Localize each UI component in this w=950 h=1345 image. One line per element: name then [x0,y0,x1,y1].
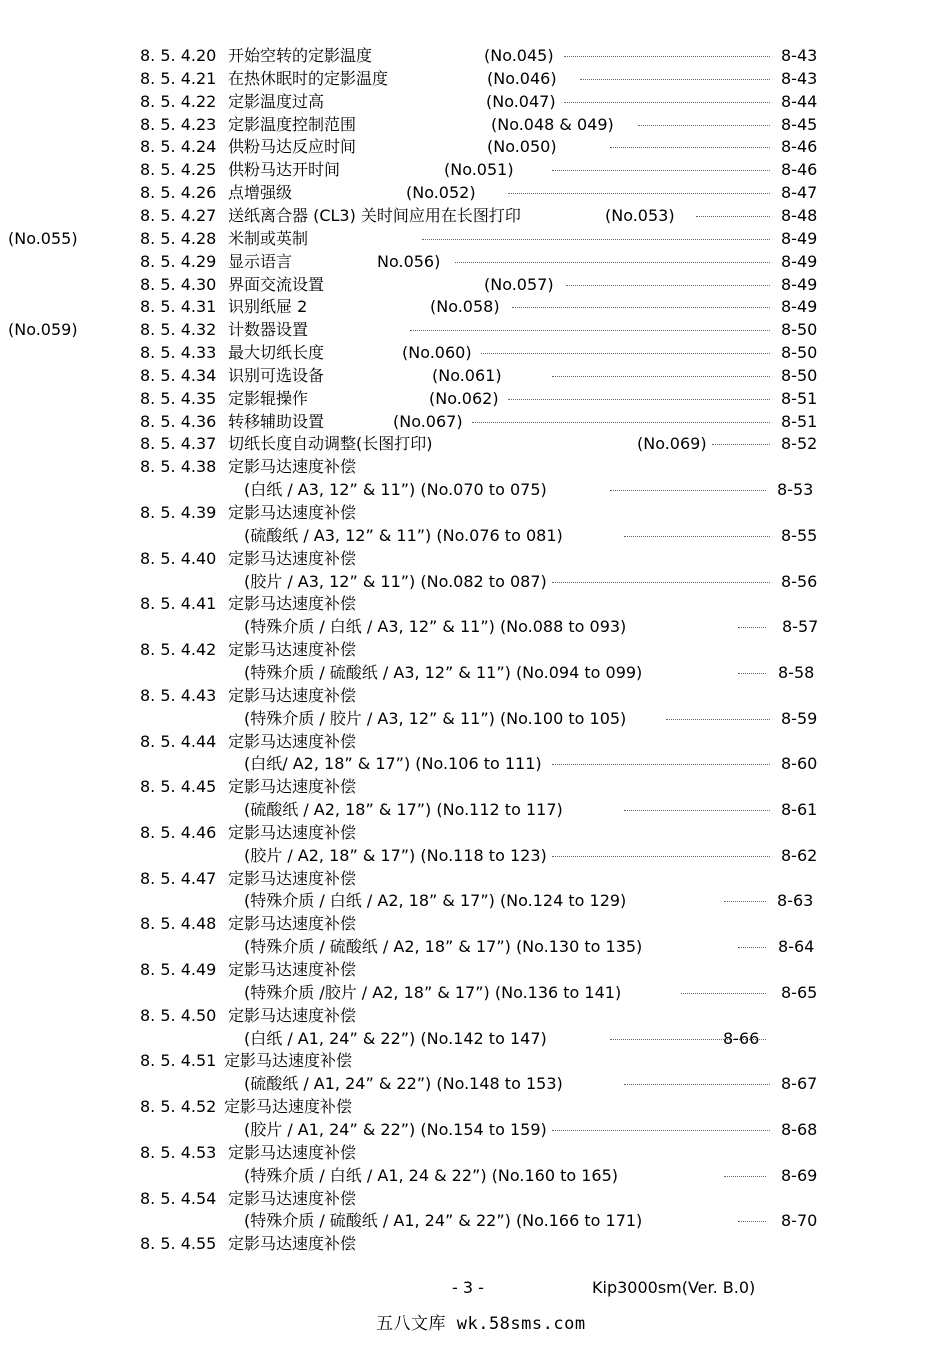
section-title: 供粉马达开时间 [228,160,341,180]
page-reference: 8-51 [781,388,818,408]
toc-entry [0,68,950,90]
dot-leader [738,1221,766,1222]
section-detail: (胶片 / A2, 18” & 17”) (No.118 to 123) [244,845,547,865]
page-reference: 8-50 [781,320,818,340]
page-reference: 8-52 [781,434,818,454]
setting-code: (No.055) [8,228,78,248]
section-number: 8. 5. 4.29 [140,251,217,271]
toc-entry [0,91,950,113]
toc-entry-detail [0,479,950,501]
section-number: 8. 5. 4.22 [140,91,217,111]
page-reference: 8-62 [781,845,818,865]
document-id: Kip3000sm(Ver. B.0) [592,1278,756,1297]
setting-code: (No.051) [444,160,514,180]
toc-entry [0,228,950,250]
toc-entry-detail [0,662,950,684]
section-detail: (特殊介质 / 白纸 / A3, 12” & 11”) (No.088 to 093) [244,617,627,637]
dot-leader [681,993,766,994]
toc-entry [0,1050,950,1072]
setting-code: (No.045) [484,46,554,65]
section-number: 8. 5. 4.52 [140,1097,217,1117]
section-title: 识别可选设备 [228,365,325,385]
toc-entry-detail [0,936,950,958]
section-number: 8. 5. 4.53 [140,1142,217,1162]
dot-leader [738,673,766,674]
page-reference: 8-67 [781,1074,818,1094]
toc-entry-detail [0,1165,950,1187]
section-title: 定影马达速度补偿 [228,685,357,705]
section-number: 8. 5. 4.46 [140,822,217,842]
page-reference: 8-49 [781,297,818,317]
section-title: 定影马达速度补偿 [224,1097,353,1117]
toc-entry-detail [0,799,950,821]
dot-leader [552,582,770,583]
dot-leader [696,216,770,217]
dot-leader [472,422,770,423]
setting-code: (No.069) [637,434,707,454]
dot-leader [738,947,766,948]
setting-code: (No.052) [406,183,476,203]
section-number: 8. 5. 4.55 [140,1234,217,1254]
section-detail: (胶片 / A1, 24” & 22”) (No.154 to 159) [244,1119,547,1139]
toc-entry [0,1005,950,1027]
section-title: 定影马达速度补偿 [228,1142,357,1162]
page-reference: 8-69 [781,1165,818,1185]
page-reference: 8-65 [781,982,818,1002]
dot-leader [724,901,766,902]
toc-entry [0,1142,950,1164]
section-number: 8. 5. 4.21 [140,68,217,88]
toc-entry-detail [0,571,950,593]
toc-entry [0,593,950,615]
setting-code: (No.059) [8,320,78,340]
section-title: 识别纸屉 2 [228,297,308,317]
section-number: 8. 5. 4.28 [140,228,217,248]
section-title: 定影马达速度补偿 [228,777,357,797]
section-number: 8. 5. 4.24 [140,137,217,157]
toc-entry [0,1096,950,1118]
section-detail: (特殊介质 / 白纸 / A1, 24 & 22”) (No.160 to 165) [244,1165,619,1185]
dot-leader [566,285,770,286]
toc-entry-detail [0,1028,950,1050]
section-number: 8. 5. 4.54 [140,1188,217,1208]
toc-entry [0,365,950,387]
page-reference: 8-58 [778,662,815,682]
section-title: 计数器设置 [228,320,309,340]
section-title: 定影马达速度补偿 [228,868,357,888]
page-reference: 8-46 [781,160,818,180]
page-reference: 8-49 [781,274,818,294]
toc-entry-detail [0,845,950,867]
section-number: 8. 5. 4.38 [140,457,217,477]
setting-code: No.056) [377,251,441,271]
toc-entry [0,342,950,364]
section-title: 定影马达速度补偿 [228,548,357,568]
toc-entry [0,776,950,798]
toc-entry [0,296,950,318]
page-reference: 8-63 [777,891,814,911]
section-number: 8. 5. 4.49 [140,960,217,979]
section-detail: (特殊介质 / 白纸 / A2, 18” & 17”) (No.124 to 129) [244,891,627,911]
dot-leader [552,376,770,377]
page-reference: 8-50 [781,365,818,385]
section-detail: (白纸 / A3, 12” & 11”) (No.070 to 075) [244,480,547,500]
dot-leader [410,330,770,331]
dot-leader [508,399,770,400]
setting-code: (No.050) [487,137,557,157]
toc-entry [0,731,950,753]
toc-entry-detail [0,708,950,730]
section-number: 8. 5. 4.42 [140,640,217,660]
page-reference: 8-68 [781,1119,818,1139]
toc-entry-detail [0,982,950,1004]
section-title: 定影马达速度补偿 [224,1051,353,1071]
section-number: 8. 5. 4.25 [140,160,217,180]
section-number: 8. 5. 4.27 [140,205,217,225]
section-title: 米制或英制 [228,228,309,248]
page-reference: 8-49 [781,251,818,271]
dot-leader [580,79,770,80]
section-title: 定影马达速度补偿 [228,1234,357,1254]
toc-entry [0,548,950,570]
page-reference: 8-53 [777,480,814,500]
page-number: - 3 - [452,1278,484,1297]
section-title: 定影温度过高 [228,91,325,111]
toc-entry-detail [0,616,950,638]
dot-leader [455,262,770,263]
dot-leader [712,444,770,445]
dot-leader [638,125,770,126]
toc-entry-detail [0,753,950,775]
toc-entry [0,822,950,844]
page-reference: 8-61 [781,800,818,820]
dot-leader [508,193,770,194]
setting-code: (No.058) [430,297,500,317]
page-reference: 8-49 [781,228,818,248]
toc-entry [0,1188,950,1210]
page-reference: 8-50 [781,343,818,363]
setting-code: (No.048 & 049) [491,114,614,134]
section-title: 切纸长度自动调整(长图打印) [228,434,433,454]
section-title: 点增强级 [228,183,293,203]
section-number: 8. 5. 4.47 [140,868,217,888]
section-title: 供粉马达反应时间 [228,137,357,157]
toc-entry [0,1233,950,1255]
section-detail: (白纸/ A2, 18” & 17”) (No.106 to 111) [244,754,542,774]
section-title: 界面交流设置 [228,274,325,294]
section-number: 8. 5. 4.50 [140,1005,217,1025]
setting-code: (No.061) [432,365,502,385]
toc-entry [0,433,950,455]
page-reference: 8-66 [723,1028,760,1048]
section-number: 8. 5. 4.33 [140,343,217,363]
toc-entry-detail [0,1073,950,1095]
dot-leader [738,627,766,628]
dot-leader [610,147,770,148]
section-title: 转移辅助设置 [228,411,325,431]
section-title: 定影辊操作 [228,388,309,408]
section-title: 定影马达速度补偿 [228,731,357,751]
dot-leader [564,102,770,103]
section-title: 定影马达速度补偿 [228,594,357,614]
section-number: 8. 5. 4.40 [140,548,217,568]
dot-leader [481,353,770,354]
setting-code: (No.060) [402,343,472,363]
setting-code: (No.047) [486,91,556,111]
section-title: 定影马达速度补偿 [228,1188,357,1208]
setting-code: (No.067) [393,411,463,431]
section-detail: (硫酸纸 / A1, 24” & 22”) (No.148 to 153) [244,1074,563,1094]
section-number: 8. 5. 4.43 [140,685,217,705]
toc-entry-detail [0,1119,950,1141]
section-title: 定影马达速度补偿 [228,503,357,522]
dot-leader [422,239,770,240]
watermark: 五八文库 wk.58sms.com [376,1314,586,1334]
dot-leader [666,719,770,720]
toc-entry [0,45,950,67]
toc-entry [0,411,950,433]
section-detail: (硫酸纸 / A3, 12” & 11”) (No.076 to 081) [244,525,563,545]
toc-entry [0,388,950,410]
section-title: 显示语言 [228,251,293,271]
toc-entry-detail [0,890,950,912]
page-reference: 8-70 [781,1211,818,1231]
section-title: 最大切纸长度 [228,343,325,363]
section-title: 送纸离合器 (CL3) 关时间应用在长图打印 [228,205,521,225]
setting-code: (No.062) [429,388,499,408]
toc-entry [0,868,950,890]
dot-leader [512,307,770,308]
page-reference: 8-55 [781,525,818,545]
dot-leader [564,56,770,57]
dot-leader [552,764,770,765]
section-number: 8. 5. 4.44 [140,731,217,751]
dot-leader [624,1084,770,1085]
page-reference: 8-47 [781,183,818,203]
section-title: 定影马达速度补偿 [228,822,357,842]
section-number: 8. 5. 4.37 [140,434,217,454]
dot-leader [552,856,770,857]
page-reference: 8-44 [781,91,818,111]
section-detail: (特殊介质 / 硫酸纸 / A1, 24” & 22”) (No.166 to 171) [244,1211,643,1231]
section-number: 8. 5. 4.51 [140,1051,217,1071]
section-title: 定影马达速度补偿 [228,1005,357,1025]
dot-leader [624,810,770,811]
dot-leader [610,490,766,491]
section-title: 定影马达速度补偿 [228,640,357,660]
setting-code: (No.057) [484,274,554,294]
section-detail: (硫酸纸 / A2, 18” & 17”) (No.112 to 117) [244,800,563,820]
toc-entry [0,639,950,661]
section-title: 定影马达速度补偿 [228,960,357,979]
section-detail: (特殊介质 / 硫酸纸 / A3, 12” & 11”) (No.094 to 099) [244,662,643,682]
toc-entry [0,159,950,181]
setting-code: (No.046) [487,68,557,88]
toc-entry [0,136,950,158]
toc-entry [0,685,950,707]
page-reference: 8-48 [781,205,818,225]
section-title: 开始空转的定影温度 [228,46,373,65]
section-detail: (胶片 / A3, 12” & 11”) (No.082 to 087) [244,571,547,591]
toc-entry [0,319,950,341]
section-number: 8. 5. 4.48 [140,914,217,934]
section-title: 定影马达速度补偿 [228,914,357,934]
page-reference: 8-59 [781,708,818,728]
section-detail: (特殊介质 / 胶片 / A3, 12” & 11”) (No.100 to 105) [244,708,627,728]
section-number: 8. 5. 4.23 [140,114,217,134]
page-reference: 8-56 [781,571,818,591]
dot-leader [552,170,770,171]
section-number: 8. 5. 4.41 [140,594,217,614]
toc-entry [0,913,950,935]
toc-entry-detail [0,525,950,547]
toc-entry [0,274,950,296]
section-number: 8. 5. 4.45 [140,777,217,797]
page-reference: 8-64 [778,937,815,957]
page-reference: 8-45 [781,114,818,134]
section-number: 8. 5. 4.32 [140,320,217,340]
page-reference: 8-60 [781,754,818,774]
toc-entry-detail [0,1210,950,1232]
setting-code: (No.053) [605,205,675,225]
toc-entry [0,959,950,981]
section-number: 8. 5. 4.36 [140,411,217,431]
section-number: 8. 5. 4.31 [140,297,217,317]
page-reference: 8-57 [782,617,819,637]
dot-leader [724,1176,766,1177]
toc-entry [0,456,950,478]
page-reference: 8-43 [781,46,818,65]
dot-leader [624,536,770,537]
page-reference: 8-43 [781,68,818,88]
section-detail: (特殊介质 /胶片 / A2, 18” & 17”) (No.136 to 141) [244,982,622,1002]
section-title: 定影马达速度补偿 [228,457,357,477]
section-number: 8. 5. 4.39 [140,503,217,522]
toc-entry [0,182,950,204]
section-title: 定影温度控制范围 [228,114,357,134]
section-detail: (特殊介质 / 硫酸纸 / A2, 18” & 17”) (No.130 to 135) [244,937,643,957]
toc-entry [0,205,950,227]
section-number: 8. 5. 4.34 [140,365,217,385]
dot-leader [552,1130,770,1131]
page-reference: 8-51 [781,411,818,431]
toc-entry [0,114,950,136]
section-detail: (白纸 / A1, 24” & 22”) (No.142 to 147) [244,1028,547,1048]
section-number: 8. 5. 4.26 [140,183,217,203]
section-number: 8. 5. 4.35 [140,388,217,408]
section-number: 8. 5. 4.20 [140,46,217,65]
toc-entry [0,502,950,524]
toc-entry [0,251,950,273]
section-title: 在热休眠时的定影温度 [228,68,389,88]
section-number: 8. 5. 4.30 [140,274,217,294]
page-reference: 8-46 [781,137,818,157]
